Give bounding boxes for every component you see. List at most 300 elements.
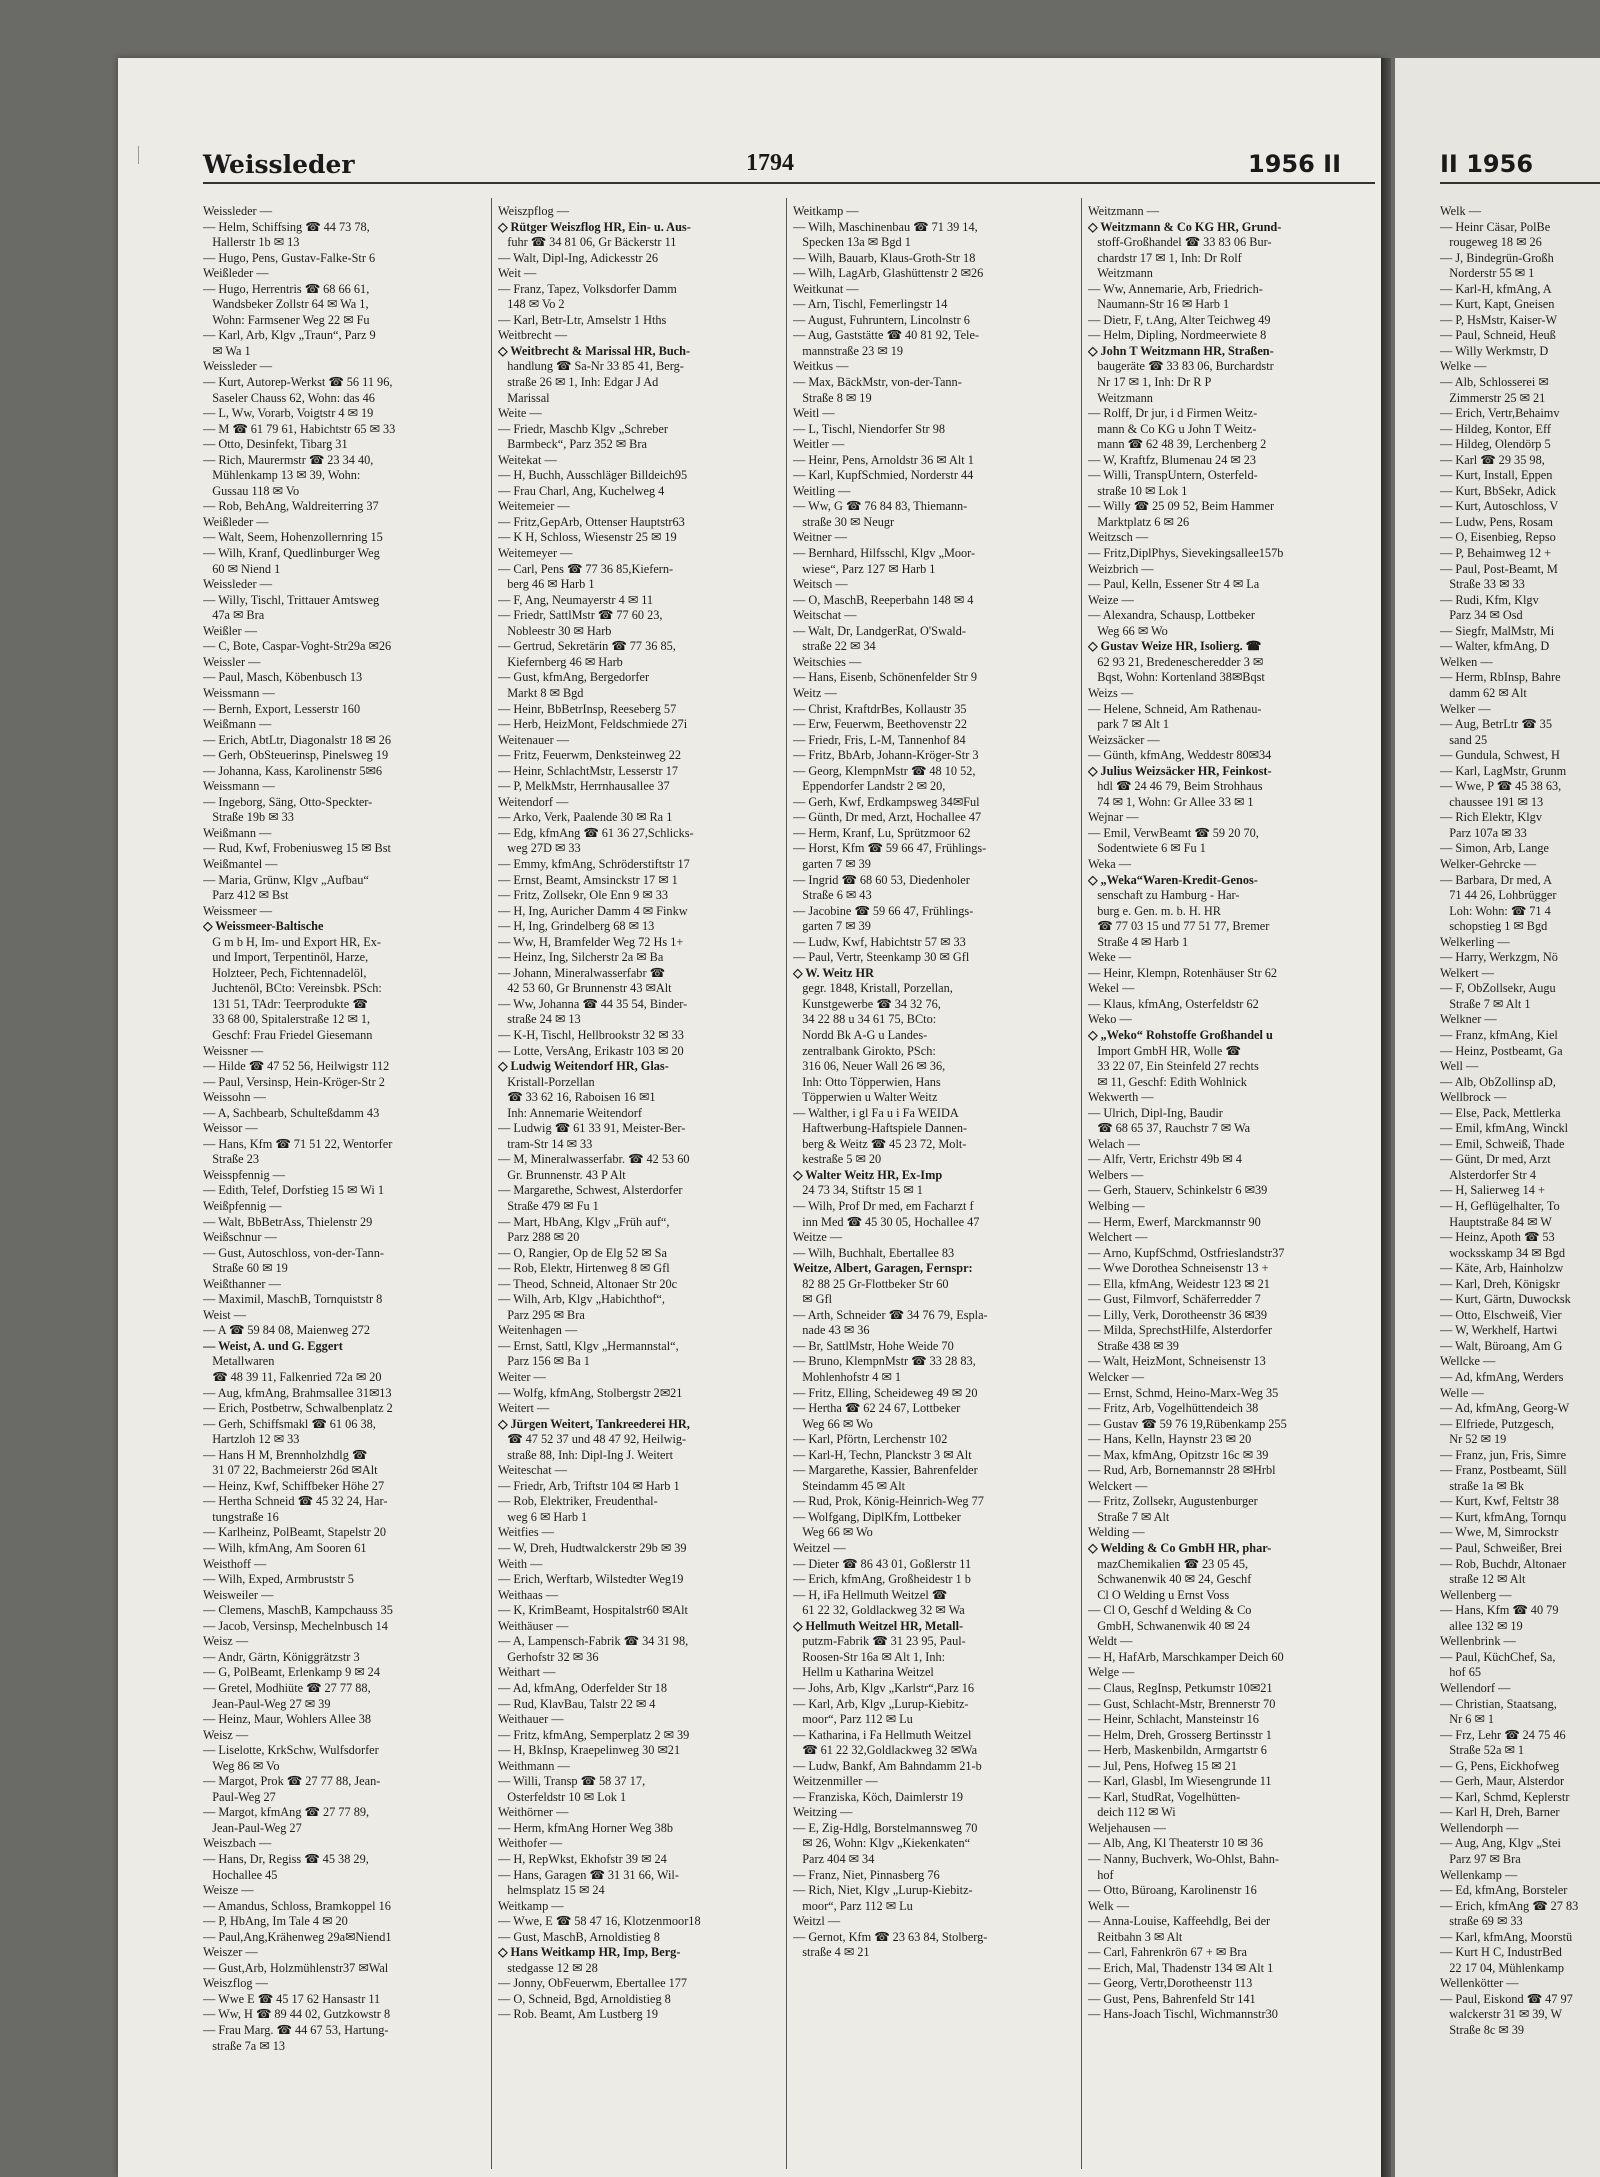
directory-entry-line: ◇ „Weko“ Rohstoffe Großhandel u bbox=[1088, 1027, 1273, 1042]
directory-entry-line: — Gerh, Stauerv, Schinkelstr 6 ✉39 bbox=[1088, 1183, 1268, 1198]
directory-entry-line: Sodentwiete 6 ✉ Fu 1 bbox=[1088, 841, 1206, 856]
directory-entry-line: — Kurt, Kwf, Feltstr 38 bbox=[1440, 1494, 1559, 1509]
directory-entry-line: Weitling — bbox=[793, 483, 851, 498]
directory-entry-line: — Weist, A. und G. Eggert bbox=[203, 1338, 343, 1353]
directory-entry-line: — Gust, kfmAng, Bergedorfer bbox=[498, 670, 650, 685]
directory-entry-line: — K H, Schloss, Wiesenstr 25 ✉ 19 bbox=[498, 530, 677, 545]
adjacent-header-rule bbox=[1440, 182, 1600, 184]
column-separator bbox=[786, 198, 787, 2169]
directory-entry-line: Weissmann — bbox=[203, 685, 275, 700]
directory-entry-line: Wekwerth — bbox=[1088, 1090, 1154, 1105]
directory-entry-line: Parz 97 ✉ Bra bbox=[1440, 1851, 1521, 1866]
directory-entry-line: — H, HafArb, Marschkamper Deich 60 bbox=[1088, 1649, 1284, 1664]
directory-entry-line: Zimmerstr 25 ✉ 21 bbox=[1440, 390, 1546, 405]
directory-entry-line: — Paul, Masch, Köbenbusch 13 bbox=[203, 670, 363, 685]
directory-entry-line: — Emmy, kfmAng, Schröderstiftstr 17 bbox=[498, 856, 690, 871]
directory-entry-line: ☎ 77 03 15 und 77 51 77, Bremer bbox=[1088, 919, 1270, 934]
directory-entry-line: Straße 33 ✉ 33 bbox=[1440, 577, 1525, 592]
directory-entry-line: — Wilh, kfmAng, Am Sooren 61 bbox=[203, 1541, 367, 1556]
directory-entry-line: 71 44 26, Lohbrügger bbox=[1440, 888, 1557, 903]
directory-entry-line: Gerhofstr 32 ✉ 36 bbox=[498, 1649, 599, 1664]
directory-entry-line: Weiszer — bbox=[203, 1945, 258, 1960]
directory-entry-line: — Gerh, Kwf, Erdkampsweg 34✉Ful bbox=[793, 794, 980, 809]
directory-entry-line: — Johanna, Kass, Karolinenstr 5✉6 bbox=[203, 763, 383, 778]
directory-entry-line: — Ww, Johanna ☎ 44 35 54, Binder- bbox=[498, 996, 688, 1011]
directory-entry-line: — Franz, jun, Fris, Simre bbox=[1440, 1447, 1567, 1462]
directory-entry-line: — Hans, Dr, Regiss ☎ 45 38 29, bbox=[203, 1851, 369, 1866]
directory-entry-line: — Heinz, Postbeamt, Ga bbox=[1440, 1043, 1563, 1058]
directory-entry-line: ✉ 26, Wohn: Klgv „Kiekenkaten“ bbox=[793, 1836, 971, 1851]
directory-entry-line: — Hertha ☎ 62 24 67, Lottbeker bbox=[793, 1401, 961, 1416]
directory-entry-line: sand 25 bbox=[1440, 732, 1488, 747]
directory-entry-line: Weitfies — bbox=[498, 1525, 555, 1540]
directory-entry-line: Welle — bbox=[1440, 1385, 1484, 1400]
directory-entry-line: — Siegfr, MalMstr, Mi bbox=[1440, 623, 1555, 638]
directory-entry-line: ◇ Weitzmann & Co KG HR, Grund- bbox=[1088, 219, 1282, 234]
directory-entry-line: 148 ✉ Vo 2 bbox=[498, 297, 565, 312]
directory-entry-line: 22 17 04, Mühlenkamp bbox=[1440, 1960, 1564, 1975]
directory-entry-line: Parz 107a ✉ 33 bbox=[1440, 825, 1527, 840]
directory-entry-line: GmbH, Schwanenwik 40 ✉ 24 bbox=[1088, 1618, 1250, 1633]
directory-entry-line: Wejnar — bbox=[1088, 810, 1139, 825]
directory-entry-line: Nordd Bk A-G u Landes- bbox=[793, 1027, 928, 1042]
directory-entry-line: — Helm, Schiffsing ☎ 44 73 78, bbox=[203, 219, 370, 234]
directory-entry-line: — Jacobine ☎ 59 66 47, Frühlings- bbox=[793, 903, 974, 918]
directory-entry-line: Weitzmann bbox=[1088, 390, 1153, 405]
directory-entry-line: — Karl, Dreh, Königskr bbox=[1440, 1276, 1560, 1291]
directory-entry-line: — Klaus, kfmAng, Osterfeldstr 62 bbox=[1088, 996, 1259, 1011]
directory-entry-line: — Walter, kfmAng, D bbox=[1440, 639, 1550, 654]
directory-entry-line: — Max, kfmAng, Opitzstr 16c ✉ 39 bbox=[1088, 1447, 1269, 1462]
directory-entry-line: Weizbrich — bbox=[1088, 561, 1154, 576]
directory-entry-line: Weitl — bbox=[793, 406, 835, 421]
directory-entry-line: — Walt, HeizMont, Schneisenstr 13 bbox=[1088, 1354, 1266, 1369]
directory-entry-line: Weist — bbox=[203, 1307, 247, 1322]
directory-entry-line: Weitner — bbox=[793, 530, 847, 545]
directory-entry-line: — Mart, HbAng, Klgv „Früh auf“, bbox=[498, 1214, 670, 1229]
header-rule bbox=[203, 182, 1375, 184]
directory-entry-line: Weissler — bbox=[203, 654, 261, 669]
directory-entry-line: — Walt, Dipl-Ing, Adickesstr 26 bbox=[498, 250, 658, 265]
directory-entry-line: Roosen-Str 16a ✉ Alt 1, Inh: bbox=[793, 1649, 946, 1664]
directory-entry-line: — Friedr, Maschb Klgv „Schreber bbox=[498, 421, 668, 436]
directory-entry-line: rougeweg 18 ✉ 26 bbox=[1440, 235, 1542, 250]
directory-entry-line: — Wilh, Kranf, Quedlinburger Weg bbox=[203, 546, 380, 561]
directory-entry-line: Weithart — bbox=[498, 1665, 556, 1680]
directory-entry-line: Straße 6 ✉ 43 bbox=[793, 888, 872, 903]
directory-entry-line: ☎ 61 22 32,Goldlackweg 32 ✉Wa bbox=[793, 1743, 978, 1758]
directory-entry-line: 42 53 60, Gr Brunnenstr 43 ✉Alt bbox=[498, 981, 672, 996]
directory-entry-line: — Hans, Garagen ☎ 31 31 66, Wil- bbox=[498, 1867, 679, 1882]
directory-entry-line: — H, Ing, Auricher Damm 4 ✉ Finkw bbox=[498, 903, 688, 918]
directory-entry-line: Weitenauer — bbox=[498, 732, 570, 747]
directory-entry-line: — Otto, Elschweiß, Vier bbox=[1440, 1307, 1562, 1322]
directory-entry-line: — Hans H M, Brennholzhdlg ☎ bbox=[203, 1447, 368, 1462]
directory-entry-line: Parz 412 ✉ Bst bbox=[203, 888, 289, 903]
directory-page bbox=[118, 58, 1383, 2177]
directory-entry-line: — Kurt, Kapt, Gneisen bbox=[1440, 297, 1555, 312]
directory-entry-line: — Paul, Eiskond ☎ 47 97 bbox=[1440, 1991, 1573, 2006]
directory-entry-line: Welbing — bbox=[1088, 1199, 1145, 1213]
directory-entry-line: — Gust, Schlacht-Mstr, Brennerstr 70 bbox=[1088, 1696, 1276, 1711]
column-separator bbox=[1081, 198, 1082, 2169]
directory-entry-line: Nr 6 ✉ 1 bbox=[1440, 1712, 1495, 1727]
directory-entry-line: — Wilh, Arb, Klgv „Habichthof“, bbox=[498, 1292, 665, 1307]
directory-entry-line: — K-H, Tischl, Hellbrookstr 32 ✉ 33 bbox=[498, 1027, 684, 1042]
directory-entry-line: mann ☎ 62 48 39, Lerchenberg 2 bbox=[1088, 437, 1267, 452]
directory-entry-line: — Hans, Eisenb, Schönenfelder Str 9 bbox=[793, 670, 978, 685]
directory-entry-line: — Lilly, Verk, Dorotheenstr 36 ✉39 bbox=[1088, 1307, 1268, 1322]
directory-entry-line: — Margot, Prok ☎ 27 77 88, Jean- bbox=[203, 1774, 381, 1789]
directory-entry-line: — Aug, Ang, Klgv „Stei bbox=[1440, 1836, 1561, 1851]
page-header-keyword: Weissleder bbox=[203, 150, 355, 179]
directory-entry-line: — Paul, Schneid, Heuß bbox=[1440, 328, 1556, 343]
directory-entry-line: Weißmann — bbox=[203, 717, 272, 732]
directory-entry-line: — Kurt, Autoschloss, V bbox=[1440, 499, 1559, 514]
directory-entry-line: 47a ✉ Bra bbox=[203, 608, 265, 623]
directory-entry-line: Weithaas — bbox=[498, 1587, 559, 1602]
directory-entry-line: Nr 52 ✉ 19 bbox=[1440, 1432, 1507, 1447]
directory-entry-line: Mohlenhofstr 4 ✉ 1 bbox=[793, 1370, 901, 1385]
directory-entry-line: Eppendorfer Landstr 2 ✉ 20, bbox=[793, 779, 946, 794]
directory-entry-line: — Erich, Postbetrw, Schwalbenplatz 2 bbox=[203, 1401, 393, 1416]
directory-entry-line: — Gustav ☎ 59 76 19,Rübenkamp 255 bbox=[1088, 1416, 1287, 1431]
directory-entry-line: — Paul, KüchChef, Sa, bbox=[1440, 1649, 1556, 1664]
directory-entry-line: moor“, Parz 112 ✉ Lu bbox=[793, 1712, 913, 1727]
directory-entry-line: Straße 7 ✉ Alt bbox=[1088, 1509, 1170, 1524]
directory-entry-line: — Wwe, M, Simrockstr bbox=[1440, 1525, 1559, 1540]
directory-entry-line: handlung ☎ Sa-Nr 33 85 41, Berg- bbox=[498, 359, 684, 374]
directory-entry-line: — Gust,Arb, Holzmühlenstr37 ✉Wal bbox=[203, 1960, 389, 1975]
directory-entry-line: Weitekat — bbox=[498, 452, 557, 467]
directory-entry-line: — J, Bindegrün-Großh bbox=[1440, 250, 1554, 265]
directory-entry-line: — P, MelkMstr, Herrnhausallee 37 bbox=[498, 779, 670, 794]
directory-entry-line: — Hugo, Herrentris ☎ 68 66 61, bbox=[203, 281, 370, 296]
directory-entry-line: — Jacob, Versinsp, Mechelnbusch 14 bbox=[203, 1618, 388, 1633]
directory-entry-line: — Gundula, Schwest, H bbox=[1440, 748, 1560, 763]
directory-entry-line: Straße 52a ✉ 1 bbox=[1440, 1743, 1525, 1758]
directory-entry-line: Parz 34 ✉ Osd bbox=[1440, 608, 1523, 623]
directory-entry-line: ☎ 33 62 16, Raboisen 16 ✉1 bbox=[498, 1090, 656, 1105]
directory-entry-line: — Fritz,GepArb, Ottenser Hauptstr63 bbox=[498, 514, 685, 529]
directory-entry-line: Weiszpflog — bbox=[498, 204, 570, 218]
directory-entry-line: — Kurt, Gärtn, Duwocksk bbox=[1440, 1292, 1571, 1307]
directory-entry-line: — Fritz, Zollsekr, Ole Enn 9 ✉ 33 bbox=[498, 888, 668, 903]
directory-entry-line: senschaft zu Hamburg - Har- bbox=[1088, 888, 1240, 903]
directory-entry-line: — Claus, RegInsp, Petkumstr 10✉21 bbox=[1088, 1680, 1273, 1695]
directory-entry-line: Parz 295 ✉ Bra bbox=[498, 1307, 585, 1322]
directory-entry-line: — O, MaschB, Reeperbahn 148 ✉ 4 bbox=[793, 592, 974, 607]
directory-entry-line: — Wilh, Exped, Armbruststr 5 bbox=[203, 1572, 354, 1587]
directory-entry-line: — L, Ww, Vorarb, Voigtstr 4 ✉ 19 bbox=[203, 406, 374, 421]
directory-entry-line: — Aug, kfmAng, Brahmsallee 31✉13 bbox=[203, 1385, 392, 1400]
directory-entry-line: Weldt — bbox=[1088, 1634, 1133, 1649]
directory-entry-line: Weitkamp — bbox=[793, 204, 859, 218]
directory-entry-line: Inh: Annemarie Weitendorf bbox=[498, 1105, 642, 1120]
directory-entry-line: — Karl, KupfSchmied, Norderstr 44 bbox=[793, 468, 974, 483]
directory-entry-line: — Rob, Buchdr, Altonaer bbox=[1440, 1556, 1567, 1571]
directory-entry-line: Weitzing — bbox=[793, 1805, 853, 1820]
directory-entry-line: — Rob, Elektr, Hirtenweg 8 ✉ Gfl bbox=[498, 1261, 670, 1276]
directory-entry-line: Mühlenkamp 13 ✉ 39, Wohn: bbox=[203, 468, 361, 483]
directory-entry-line: straße 12 ✉ Alt bbox=[1440, 1572, 1526, 1587]
directory-entry-line: Weißleder — bbox=[203, 514, 269, 529]
directory-entry-line: — Rolff, Dr jur, i d Firmen Weitz- bbox=[1088, 406, 1258, 421]
directory-entry-line: Naumann-Str 16 ✉ Harb 1 bbox=[1088, 297, 1230, 312]
directory-entry-line: wiese“, Parz 127 ✉ Harb 1 bbox=[793, 561, 936, 576]
directory-entry-line: — Margarethe, Kassier, Bahrenfelder bbox=[793, 1463, 978, 1478]
directory-entry-line: — Otto, Büroang, Karolinenstr 16 bbox=[1088, 1883, 1257, 1898]
directory-entry-line: Welkerling — bbox=[1440, 934, 1510, 949]
directory-entry-line: Reitbahn 3 ✉ Alt bbox=[1088, 1929, 1183, 1944]
directory-entry-line: — P, HbAng, Im Tale 4 ✉ 20 bbox=[203, 1914, 348, 1929]
directory-entry-line: — Ernst, Sattl, Klgv „Hermannstal“, bbox=[498, 1338, 679, 1353]
directory-entry-line: schopstieg 1 ✉ Bgd bbox=[1440, 919, 1548, 934]
directory-entry-line: 131 51, TAdr: Teerprodukte ☎ bbox=[203, 996, 368, 1011]
directory-entry-line: — Arko, Verk, Paalende 30 ✉ Ra 1 bbox=[498, 810, 673, 825]
directory-entry-line: Steindamm 45 ✉ Alt bbox=[793, 1478, 906, 1493]
directory-entry-line: — Ludw, Bankf, Am Bahndamm 21-b bbox=[793, 1758, 982, 1773]
directory-entry-line: — Ludw, Kwf, Habichtstr 57 ✉ 33 bbox=[793, 934, 966, 949]
directory-entry-line: — Karl, StudRat, Vogelhütten- bbox=[1088, 1789, 1241, 1804]
directory-entry-line: — Günth, Dr med, Arzt, Hochallee 47 bbox=[793, 810, 982, 825]
directory-entry-line: — Ww, Annemarie, Arb, Friedrich- bbox=[1088, 281, 1263, 296]
directory-entry-line: — Kurt, kfmAng, Tornqu bbox=[1440, 1509, 1567, 1524]
directory-entry-line: Jean-Paul-Weg 27 bbox=[203, 1820, 302, 1835]
directory-entry-line: 82 88 25 Gr-Flottbeker Str 60 bbox=[793, 1276, 949, 1291]
directory-entry-line: Weljehausen — bbox=[1088, 1820, 1166, 1835]
directory-entry-line: Cl O Welding u Ernst Voss bbox=[1088, 1587, 1230, 1602]
directory-entry-line: Welker — bbox=[1440, 701, 1491, 716]
directory-column-2 bbox=[498, 204, 780, 2023]
directory-entry-line: ☎ 68 65 37, Rauchstr 7 ✉ Wa bbox=[1088, 1121, 1251, 1136]
directory-entry-line: ◇ Walter Weitz HR, Ex-Imp bbox=[793, 1167, 943, 1182]
directory-entry-line: 74 ✉ 1, Wohn: Gr Allee 33 ✉ 1 bbox=[1088, 794, 1254, 809]
directory-entry-line: — H, Geflügelhalter, To bbox=[1440, 1199, 1560, 1213]
directory-entry-line: Hartzloh 12 ✉ 33 bbox=[203, 1432, 300, 1447]
directory-entry-line: Wekel — bbox=[1088, 981, 1135, 996]
directory-entry-line: — H, RepWkst, Ekhofstr 39 ✉ 24 bbox=[498, 1851, 667, 1866]
directory-entry-line: — Arno, KupfSchmd, Ostfrieslandstr37 bbox=[1088, 1245, 1285, 1260]
directory-entry-line: Welk — bbox=[1440, 204, 1482, 218]
directory-entry-line: — Bernhard, Hilfsschl, Klgv „Moor- bbox=[793, 546, 976, 561]
directory-entry-line: Weitzsch — bbox=[1088, 530, 1149, 545]
directory-entry-line: Inh: Otto Töpperwien, Hans bbox=[793, 1074, 941, 1089]
directory-entry-line: Weissmeer — bbox=[203, 903, 273, 918]
directory-entry-line: Wellenkamp — bbox=[1440, 1867, 1518, 1882]
directory-entry-line: — Karl, Glasbl, Im Wiesengrunde 11 bbox=[1088, 1774, 1272, 1789]
directory-entry-line: ◇ W. Weitz HR bbox=[793, 965, 874, 980]
directory-entry-line: — W, Werkhelf, Hartwi bbox=[1440, 1323, 1558, 1338]
directory-entry-line: Norderstr 55 ✉ 1 bbox=[1440, 266, 1535, 281]
directory-entry-line: 34 22 88 u 34 61 75, BCto: bbox=[793, 1012, 937, 1027]
directory-entry-line: Haftwerbung-Haftspiele Dannen- bbox=[793, 1121, 968, 1136]
directory-entry-line: 316 06, Neuer Wall 26 ✉ 36, bbox=[793, 1059, 946, 1074]
directory-entry-line: — Paul, Vertr, Steenkamp 30 ✉ Gfl bbox=[793, 950, 970, 965]
directory-entry-line: 62 93 21, Bredenescheredder 3 ✉ bbox=[1088, 654, 1264, 669]
directory-entry-line: Weitzl — bbox=[793, 1914, 841, 1929]
directory-entry-line: Weißpfennig — bbox=[203, 1199, 282, 1213]
directory-entry-line: — Karl ☎ 29 35 98, bbox=[1440, 452, 1545, 467]
directory-entry-line: ✉ Wa 1 bbox=[203, 343, 251, 358]
directory-entry-line: — Hugo, Pens, Gustav-Falke-Str 6 bbox=[203, 250, 376, 265]
directory-entry-line: mann & Co KG u John T Weitz- bbox=[1088, 421, 1257, 436]
directory-entry-line: Wohn: Farmsener Weg 22 ✉ Fu bbox=[203, 312, 370, 327]
directory-entry-line: — K, KrimBeamt, Hospitalstr60 ✉Alt bbox=[498, 1603, 688, 1618]
directory-entry-line: — Walt, Dr, LandgerRat, O'Swald- bbox=[793, 623, 966, 638]
directory-entry-line: — Ad, kfmAng, Oderfelder Str 18 bbox=[498, 1680, 668, 1695]
directory-entry-line: G m b H, Im- und Export HR, Ex- bbox=[203, 934, 381, 949]
directory-entry-line: — Theod, Schneid, Altonaer Str 20c bbox=[498, 1276, 678, 1291]
directory-entry-line: — Maximil, MaschB, Tornquiststr 8 bbox=[203, 1292, 383, 1307]
directory-entry-line: — Rob. Beamt, Am Lustberg 19 bbox=[498, 2007, 658, 2022]
directory-entry-line: Welcker — bbox=[1088, 1370, 1145, 1385]
directory-entry-line: Weko — bbox=[1088, 1012, 1132, 1027]
directory-entry-line: — Walther, i gl Fa u i Fa WEIDA bbox=[793, 1105, 959, 1120]
directory-entry-line: — Ella, kfmAng, Weidestr 123 ✉ 21 bbox=[1088, 1276, 1270, 1291]
directory-entry-line: straße 69 ✉ 33 bbox=[1440, 1914, 1523, 1929]
directory-entry-line: Weg 66 ✉ Wo bbox=[1088, 623, 1168, 638]
directory-entry-line: fuhr ☎ 34 81 06, Gr Bäckerstr 11 bbox=[498, 235, 677, 250]
directory-entry-line: Parz 156 ✉ Ba 1 bbox=[498, 1354, 590, 1369]
directory-entry-line: Weitschies — bbox=[793, 654, 862, 669]
directory-entry-line: Welker-Gehrcke — bbox=[1440, 856, 1537, 871]
directory-entry-line: — E, Zig-Hdlg, Borstelmannsweg 70 bbox=[793, 1820, 978, 1835]
directory-entry-line: — W, Kraftfz, Blumenau 24 ✉ 23 bbox=[1088, 452, 1257, 467]
directory-entry-line: — Emil, kfmAng, Winckl bbox=[1440, 1121, 1569, 1136]
directory-entry-line: und Import, Terpentinöl, Harze, bbox=[203, 950, 369, 965]
directory-entry-line: — Günth, kfmAng, Weddestr 80✉34 bbox=[1088, 748, 1272, 763]
directory-entry-line: Gussau 118 ✉ Vo bbox=[203, 483, 300, 498]
directory-entry-line: chaussee 191 ✉ 13 bbox=[1440, 794, 1544, 809]
directory-entry-line: ◇ Weissmeer-Baltische bbox=[203, 919, 324, 934]
directory-entry-line: ◇ Weitbrecht & Marissal HR, Buch- bbox=[498, 343, 691, 358]
directory-entry-line: — M, Mineralwasserfabr. ☎ 42 53 60 bbox=[498, 1152, 690, 1167]
directory-entry-line: berg 46 ✉ Harb 1 bbox=[498, 577, 595, 592]
directory-entry-line: — Erich, Mal, Thadenstr 134 ✉ Alt 1 bbox=[1088, 1960, 1274, 1975]
directory-entry-line: — Frau Marg. ☎ 44 67 53, Hartung- bbox=[203, 2022, 389, 2037]
directory-entry-line: Weizsäcker — bbox=[1088, 732, 1160, 747]
directory-entry-line: stoff-Großhandel ☎ 33 83 06 Bur- bbox=[1088, 235, 1272, 250]
directory-entry-line: Kunstgewerbe ☎ 34 32 76, bbox=[793, 996, 941, 1011]
directory-entry-line: ✉ 11, Geschf: Edith Wohlnick bbox=[1088, 1074, 1247, 1089]
directory-entry-line: Jean-Paul-Weg 27 ✉ 39 bbox=[203, 1696, 331, 1711]
directory-entry-line: — Hans, Kelln, Haynstr 23 ✉ 20 bbox=[1088, 1432, 1252, 1447]
directory-entry-line: 60 ✉ Niend 1 bbox=[203, 561, 281, 576]
directory-entry-line: — Kurt, Install, Eppen bbox=[1440, 468, 1553, 483]
directory-entry-line: Gr. Brunnenstr. 43 P Alt bbox=[498, 1167, 626, 1182]
directory-entry-line: baugeräte ☎ 33 83 06, Burchardstr bbox=[1088, 359, 1274, 374]
directory-entry-line: — Walt, BbBetrAss, Thielenstr 29 bbox=[203, 1214, 373, 1229]
directory-entry-line: — Wwe, P ☎ 45 38 63, bbox=[1440, 779, 1562, 794]
directory-entry-line: — Ad, kfmAng, Werders bbox=[1440, 1370, 1564, 1385]
directory-entry-line: — M ☎ 61 79 61, Habichtstr 65 ✉ 33 bbox=[203, 421, 396, 436]
directory-entry-line: Straße 8 ✉ 19 bbox=[793, 390, 872, 405]
directory-entry-line: — Ludw, Pens, Rosam bbox=[1440, 514, 1553, 529]
directory-entry-line: — Käte, Arb, Hainholzw bbox=[1440, 1261, 1564, 1276]
directory-entry-line: Weg 66 ✉ Wo bbox=[793, 1525, 873, 1540]
directory-entry-line: — Ad, kfmAng, Georg-W bbox=[1440, 1401, 1570, 1416]
page-header-year: 1956 II bbox=[1248, 150, 1342, 178]
directory-entry-line: — Willy ☎ 25 09 52, Beim Hammer bbox=[1088, 499, 1275, 514]
directory-entry-line: — Georg, Vertr,Dorotheenstr 113 bbox=[1088, 1976, 1253, 1991]
directory-entry-line: — Herb, HeizMont, Feldschmiede 27i bbox=[498, 717, 688, 732]
directory-entry-line: — Georg, KlempnMstr ☎ 48 10 52, bbox=[793, 763, 976, 778]
directory-entry-line: ◇ Hellmuth Weitzel HR, Metall- bbox=[793, 1618, 964, 1633]
directory-entry-line: — Gretel, Modhiüte ☎ 27 77 88, bbox=[203, 1680, 371, 1695]
directory-entry-line: ☎ 47 52 37 und 48 47 92, Heilwig- bbox=[498, 1432, 687, 1447]
directory-entry-line: Welding — bbox=[1088, 1525, 1145, 1540]
directory-entry-line: Welbers — bbox=[1088, 1167, 1144, 1182]
directory-entry-line: zentralbank Girokto, PSch: bbox=[793, 1043, 936, 1058]
directory-entry-line: — Walt, Büroang, Am G bbox=[1440, 1338, 1563, 1353]
directory-entry-line: — Hans-Joach Tischl, Wichmannstr30 bbox=[1088, 2007, 1278, 2022]
directory-entry-line: — Gertrud, Sekretärin ☎ 77 36 85, bbox=[498, 639, 676, 654]
directory-entry-line: — Friedr, Arb, Triftstr 104 ✉ Harb 1 bbox=[498, 1478, 680, 1493]
directory-entry-line: — Liselotte, KrkSchw, Wulfsdorfer bbox=[203, 1743, 379, 1758]
directory-entry-line: Weitkus — bbox=[793, 359, 849, 374]
directory-entry-line: Saseler Chauss 62, Wohn: das 46 bbox=[203, 390, 375, 405]
directory-entry-line: Weißschnur — bbox=[203, 1230, 277, 1245]
directory-entry-line: stedgasse 12 ✉ 28 bbox=[498, 1960, 598, 1975]
directory-entry-line: Osterfeldstr 10 ✉ Lok 1 bbox=[498, 1789, 627, 1804]
directory-entry-line: Weisspfennig — bbox=[203, 1167, 286, 1182]
directory-entry-line: ◇ Hans Weitkamp HR, Imp, Berg- bbox=[498, 1945, 681, 1960]
directory-entry-line: — Clemens, MaschB, Kampchauss 35 bbox=[203, 1603, 393, 1618]
directory-entry-line: — A ☎ 59 84 08, Maienweg 272 bbox=[203, 1323, 370, 1338]
directory-entry-line: — Wilh, Bauarb, Klaus-Groth-Str 18 bbox=[793, 250, 976, 265]
page-number: 1794 bbox=[746, 150, 794, 176]
directory-entry-line: Alsterdorfer Str 4 bbox=[1440, 1167, 1536, 1182]
directory-entry-line: — Wilh, Prof Dr med, em Facharzt f bbox=[793, 1199, 974, 1213]
directory-entry-line: ◇ Ludwig Weitendorf HR, Glas- bbox=[498, 1059, 669, 1074]
directory-entry-line: — Ww, H, Bramfelder Weg 72 Hs 1+ bbox=[498, 934, 684, 949]
directory-entry-line: — Paul, Schweißer, Brei bbox=[1440, 1541, 1563, 1556]
directory-entry-line: — Anna-Louise, Kaffeehdlg, Bei der bbox=[1088, 1914, 1271, 1929]
directory-entry-line: 61 22 32, Goldlackweg 32 ✉ Wa bbox=[793, 1603, 965, 1618]
directory-entry-line: — O, Eisenbieg, Repso bbox=[1440, 530, 1556, 545]
directory-entry-line: — Karl, Betr-Ltr, Amselstr 1 Hths bbox=[498, 312, 667, 327]
directory-entry-line: Weitzenmiller — bbox=[793, 1774, 878, 1789]
directory-entry-line: — Otto, Desinfekt, Tibarg 31 bbox=[203, 437, 348, 452]
directory-entry-line: — Aug, BetrLtr ☎ 35 bbox=[1440, 717, 1552, 732]
directory-entry-line: — Helm, Dreh, Grosserg Bertinsstr 1 bbox=[1088, 1727, 1272, 1742]
directory-entry-line: Weitzel — bbox=[793, 1541, 846, 1556]
directory-entry-line: mazChemikalien ☎ 23 05 45, bbox=[1088, 1556, 1249, 1571]
directory-entry-line: — Ulrich, Dipl-Ing, Baudir bbox=[1088, 1105, 1223, 1120]
directory-entry-line: Welk — bbox=[1088, 1898, 1130, 1913]
directory-entry-line: Weithäuser — bbox=[498, 1618, 569, 1633]
directory-entry-line: Weithauer — bbox=[498, 1712, 564, 1727]
directory-entry-line: straße 4 ✉ 21 bbox=[793, 1945, 870, 1960]
directory-entry-line: — Karlheinz, PolBeamt, Stapelstr 20 bbox=[203, 1525, 387, 1540]
directory-entry-line: Juchtenöl, BCto: Vereinsbk. PSch: bbox=[203, 981, 382, 996]
directory-entry-line: — Christ, KraftdrBes, Kollaustr 35 bbox=[793, 701, 967, 716]
directory-entry-line: — Erich, Werftarb, Wilstedter Weg19 bbox=[498, 1572, 684, 1587]
directory-entry-line: — Heinr, Schlacht, Mansteinstr 16 bbox=[1088, 1712, 1259, 1727]
directory-entry-line: — Karl H, Dreh, Barner bbox=[1440, 1805, 1560, 1820]
directory-entry-line: — Jonny, ObFeuerwm, Ebertallee 177 bbox=[498, 1976, 688, 1991]
directory-entry-line: — Erich, kfmAng, Großheidestr 1 b bbox=[793, 1572, 971, 1587]
directory-entry-line: — Alb, ObZollinsp aD, bbox=[1440, 1074, 1556, 1089]
directory-entry-line: ◇ Jürgen Weitert, Tankreederei HR, bbox=[498, 1416, 690, 1431]
directory-entry-line: — Carl, Fahrenkrön 67 + ✉ Bra bbox=[1088, 1945, 1247, 1960]
directory-entry-line: — Rich, Maurermstr ☎ 23 34 40, bbox=[203, 452, 374, 467]
directory-entry-line: — Rob, BehAng, Waldreiterring 37 bbox=[203, 499, 379, 514]
directory-entry-line: chardstr 17 ✉ 1, Inh: Dr Rolf bbox=[1088, 250, 1242, 265]
directory-entry-line: Weizs — bbox=[1088, 685, 1134, 700]
directory-entry-line: — Fritz, Feuerwm, Denksteinweg 22 bbox=[498, 748, 682, 763]
